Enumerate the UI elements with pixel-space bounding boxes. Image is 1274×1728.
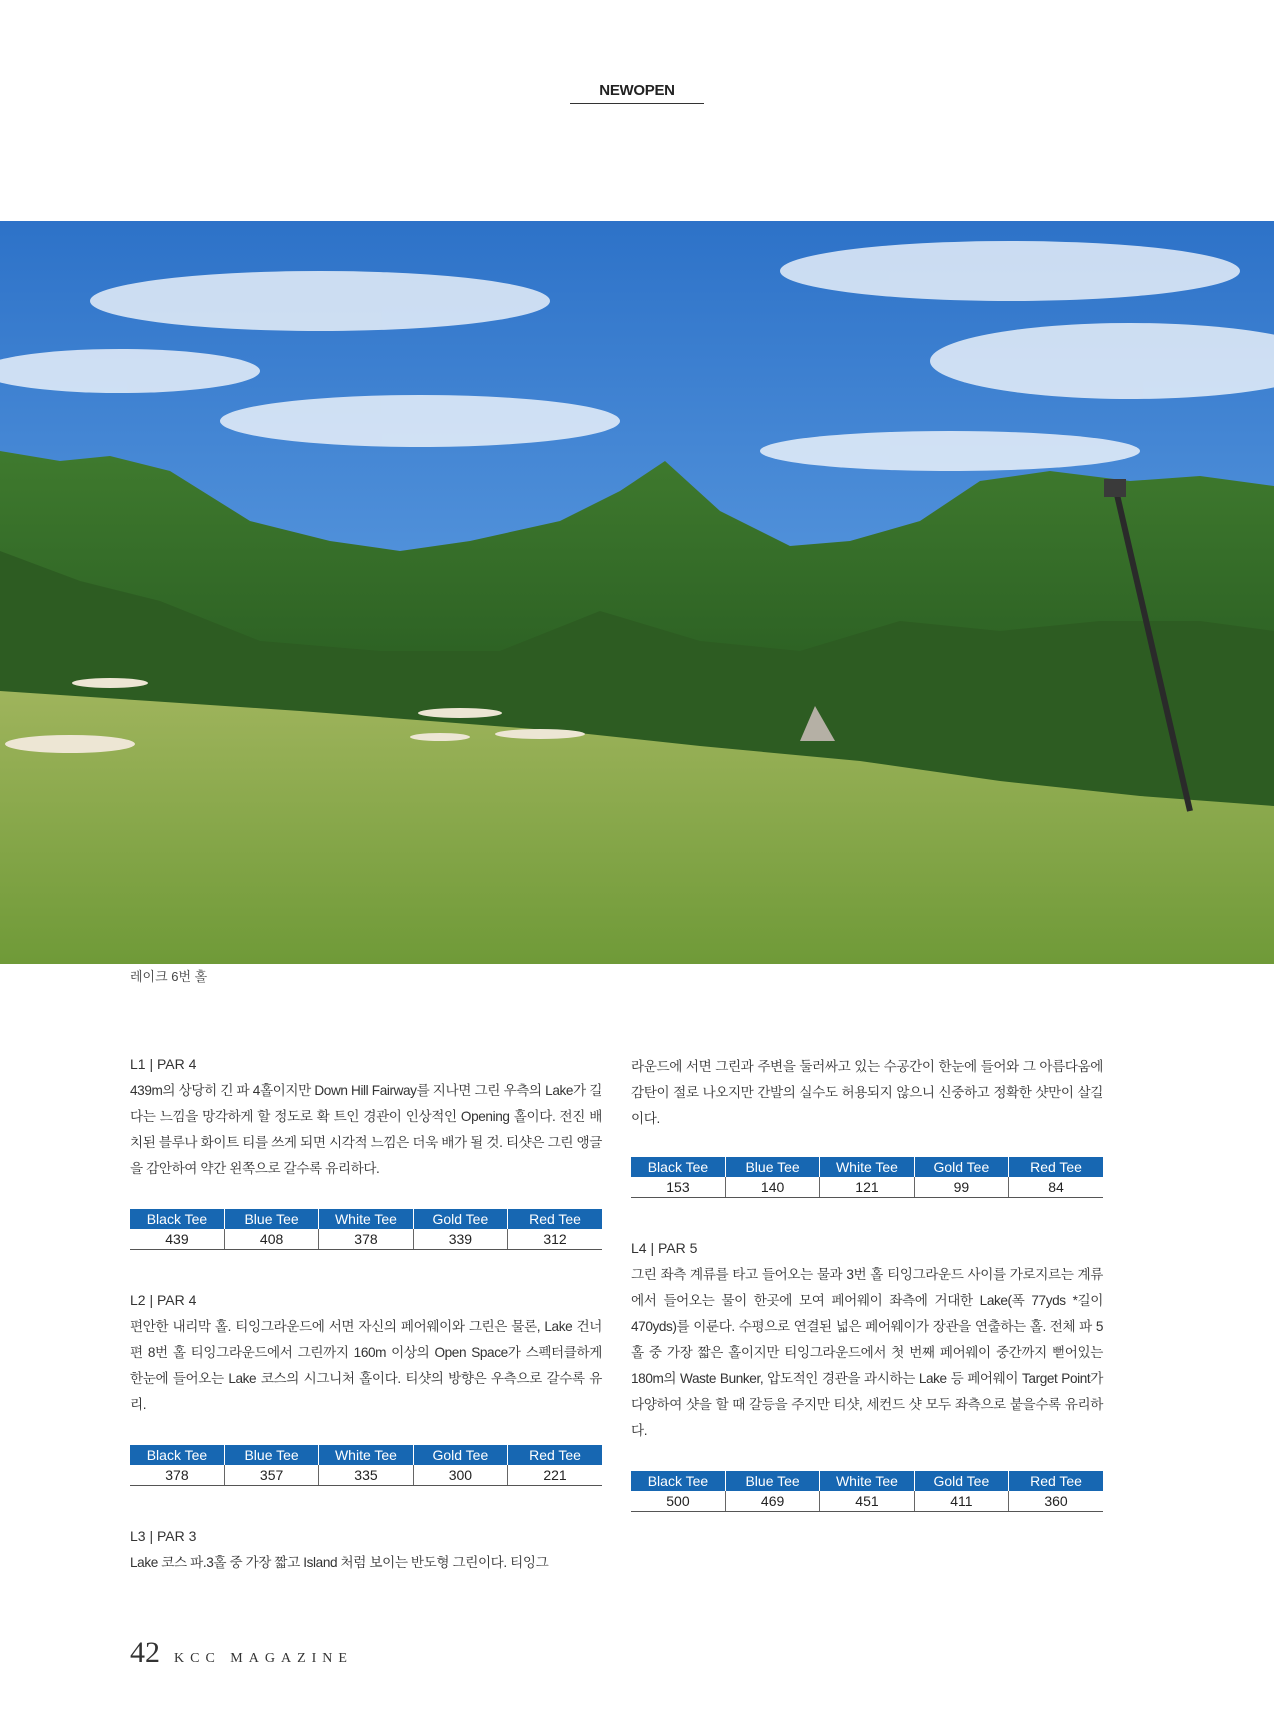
tee-distance-row xyxy=(130,1229,602,1250)
tee-header-gold: Gold Tee xyxy=(413,1445,507,1465)
tee-header-gold: Gold Tee xyxy=(914,1157,1008,1177)
hole-l1-title: L1 | PAR 4 xyxy=(130,1056,197,1072)
tee-distance-red: 312 xyxy=(508,1229,602,1250)
page-number: 42 xyxy=(130,1636,160,1669)
tee-distance-black: 378 xyxy=(130,1465,224,1486)
tee-distance-row xyxy=(631,1491,1103,1512)
tee-header-white: White Tee xyxy=(820,1471,914,1491)
tee-header-gold: Gold Tee xyxy=(413,1209,507,1229)
tee-distance-blue: 140 xyxy=(725,1177,819,1198)
hole-l3-description-start: Lake 코스 파.3홀 중 가장 짧고 Island 처럼 보이는 반도형 그린이다. 티잉그 xyxy=(130,1555,549,1570)
tee-distance-white: 451 xyxy=(820,1491,914,1512)
tee-distance-white: 378 xyxy=(319,1229,413,1250)
hole-l4-tee-table xyxy=(631,1471,1103,1512)
tee-header-white: White Tee xyxy=(319,1445,413,1465)
tee-header-black: Black Tee xyxy=(130,1209,224,1229)
hole-l3-tee-table xyxy=(631,1157,1103,1198)
tee-header-red: Red Tee xyxy=(508,1445,602,1465)
hole-l3-description-continued: 라운드에 서면 그린과 주변을 둘러싸고 있는 수공간이 한눈에 들어와 그 아름다움에 감탄이 절로 나오지만 간발의 실수도 허용되지 않으니 신중하고 정확한 샷만이 살길이다. xyxy=(631,1059,1103,1126)
page-footer xyxy=(130,1636,353,1670)
tee-distance-gold: 99 xyxy=(914,1177,1008,1198)
tee-header-red: Red Tee xyxy=(1009,1157,1103,1177)
tee-distance-red: 84 xyxy=(1009,1177,1103,1198)
tee-header-red: Red Tee xyxy=(1009,1471,1103,1491)
tee-distance-blue: 469 xyxy=(725,1491,819,1512)
tee-distance-blue: 357 xyxy=(224,1465,318,1486)
tee-distance-red: 360 xyxy=(1009,1491,1103,1512)
tee-header-blue: Blue Tee xyxy=(224,1209,318,1229)
tee-header-black: Black Tee xyxy=(631,1157,725,1177)
section-header: NEWOPEN xyxy=(570,82,704,104)
photo-caption: 레이크 6번 홀 xyxy=(130,969,208,984)
tee-header-row xyxy=(631,1471,1103,1491)
tee-header-blue: Blue Tee xyxy=(725,1157,819,1177)
tee-distance-red: 221 xyxy=(508,1465,602,1486)
hole-l2-description: 편안한 내리막 홀. 티잉그라운드에 서면 자신의 페어웨이와 그린은 물론, Lake 건너편 8번 홀 티잉그라운드에서 그린까지 160m 이상의 Open Space가 스펙터클하게 한눈에 들어오는 Lake 코스의 시그니처 홀이다. 티샷의 방향은 우측으로 갈수록 유리. xyxy=(130,1319,602,1412)
tee-distance-white: 335 xyxy=(319,1465,413,1486)
hole-l4-description: 그린 좌측 계류를 타고 들어오는 물과 3번 홀 티잉그라운드 사이를 가로지르는 계류에서 들어오는 물이 한곳에 모여 페어웨이 좌측에 거대한 Lake(폭 77yds *길이 470yds)를 이룬다. 수평으로 연결된 넓은 페어웨이가 장관을 연출하는 홀. 전체 파 5홀 중 가장 짧은 홀이지만 티잉그라운드에서 첫 번째 페어웨이 중간까지 뻗어있는 180m의 Waste Bunker, 압도적인 경관을 과시하는 Lake 등 페어웨이 Target Point가 다양하여 샷을 할 때 갈등을 주지만 티샷, 세컨드 샷 모두 좌측으로 붙을수록 유리하다. xyxy=(631,1267,1103,1438)
hole-l1-description: 439m의 상당히 긴 파 4홀이지만 Down Hill Fairway를 지나면 그린 우측의 Lake가 길다는 느낌을 망각하게 할 정도로 확 트인 경관이 인상적인 Opening 홀이다. 전진 배치된 블루나 화이트 티를 쓰게 되면 시각적 느낌은 더욱 배가 될 것. 티샷은 그린 앵글을 감안하여 약간 왼쪽으로 갈수록 유리하다. xyxy=(130,1083,602,1176)
tee-distance-black: 153 xyxy=(631,1177,725,1198)
tee-header-row xyxy=(130,1445,602,1465)
tee-distance-row xyxy=(631,1177,1103,1198)
tee-distance-white: 121 xyxy=(820,1177,914,1198)
tee-header-row xyxy=(631,1157,1103,1177)
tee-distance-row xyxy=(130,1465,602,1486)
tee-header-white: White Tee xyxy=(319,1209,413,1229)
tee-distance-black: 439 xyxy=(130,1229,224,1250)
tee-header-white: White Tee xyxy=(820,1157,914,1177)
hole-l3-title: L3 | PAR 3 xyxy=(130,1528,197,1544)
tee-distance-gold: 300 xyxy=(413,1465,507,1486)
hole-l4-title: L4 | PAR 5 xyxy=(631,1240,698,1256)
tee-header-gold: Gold Tee xyxy=(914,1471,1008,1491)
golf-course-photo xyxy=(0,221,1274,964)
tee-distance-gold: 411 xyxy=(914,1491,1008,1512)
tee-header-row xyxy=(130,1209,602,1229)
tee-distance-black: 500 xyxy=(631,1491,725,1512)
right-column xyxy=(631,1054,1103,1512)
tee-header-red: Red Tee xyxy=(508,1209,602,1229)
tee-header-black: Black Tee xyxy=(631,1471,725,1491)
tee-header-blue: Blue Tee xyxy=(224,1445,318,1465)
tee-distance-gold: 339 xyxy=(413,1229,507,1250)
tee-header-blue: Blue Tee xyxy=(725,1471,819,1491)
tee-header-black: Black Tee xyxy=(130,1445,224,1465)
left-column xyxy=(130,1054,602,1576)
hole-l2-title: L2 | PAR 4 xyxy=(130,1292,197,1308)
hole-l1-tee-table xyxy=(130,1209,602,1250)
magazine-name: KCC MAGAZINE xyxy=(174,1651,353,1666)
tee-distance-blue: 408 xyxy=(224,1229,318,1250)
hole-l2-tee-table xyxy=(130,1445,602,1486)
